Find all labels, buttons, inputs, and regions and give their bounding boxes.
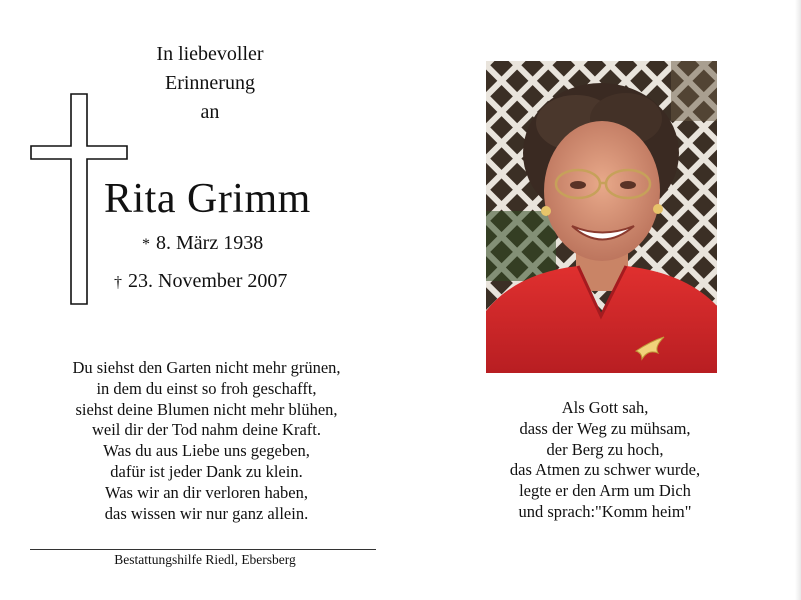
poem-line: das wissen wir nur ganz allein. bbox=[104, 503, 309, 523]
deceased-name: Rita Grimm bbox=[104, 176, 311, 222]
birth-date: 8. März 1938 bbox=[156, 232, 264, 254]
poem-line: dafür ist jeder Dank zu klein. bbox=[110, 461, 303, 481]
intro-line: Erinnerung bbox=[165, 72, 255, 94]
poem-line: weil dir der Tod nahm deine Kraft. bbox=[91, 420, 321, 440]
poem-line: Was wir an dir verloren haben, bbox=[104, 482, 308, 502]
poem-line: in dem du einst so froh geschafft, bbox=[96, 378, 317, 398]
death-date-line bbox=[114, 270, 287, 293]
poem-line: und sprach:"Komm heim" bbox=[518, 501, 692, 521]
birth-date-line bbox=[142, 232, 263, 255]
poem-line: der Berg zu hoch, bbox=[546, 439, 664, 459]
poem-line: siehst deine Blumen nicht mehr blühen, bbox=[75, 399, 338, 419]
dagger-icon: † bbox=[114, 274, 122, 291]
portrait-illustration bbox=[486, 61, 717, 373]
intro-line: an bbox=[200, 101, 220, 123]
poem-line: Du siehst den Garten nicht mehr grünen, bbox=[72, 358, 341, 377]
poem-line: dass der Weg zu mühsam, bbox=[519, 418, 691, 438]
card-edge-shadow bbox=[795, 0, 801, 600]
poem-line: Was du aus Liebe uns gegeben, bbox=[103, 441, 310, 461]
poem-line: das Atmen zu schwer wurde, bbox=[509, 460, 701, 480]
intro-text bbox=[110, 40, 310, 127]
poem-line: Als Gott sah, bbox=[561, 398, 649, 417]
death-date: 23. November 2007 bbox=[128, 270, 288, 292]
intro-line: In liebevoller bbox=[156, 43, 264, 65]
portrait-photo bbox=[486, 61, 717, 373]
footer-divider bbox=[30, 549, 376, 550]
poem-right bbox=[470, 398, 740, 523]
poem-left bbox=[30, 358, 383, 524]
poem-line: legte er den Arm um Dich bbox=[519, 481, 691, 501]
asterisk-icon: * bbox=[142, 236, 150, 253]
funeral-home-credit: Bestattungshilfe Riedl, Ebersberg bbox=[114, 552, 296, 567]
